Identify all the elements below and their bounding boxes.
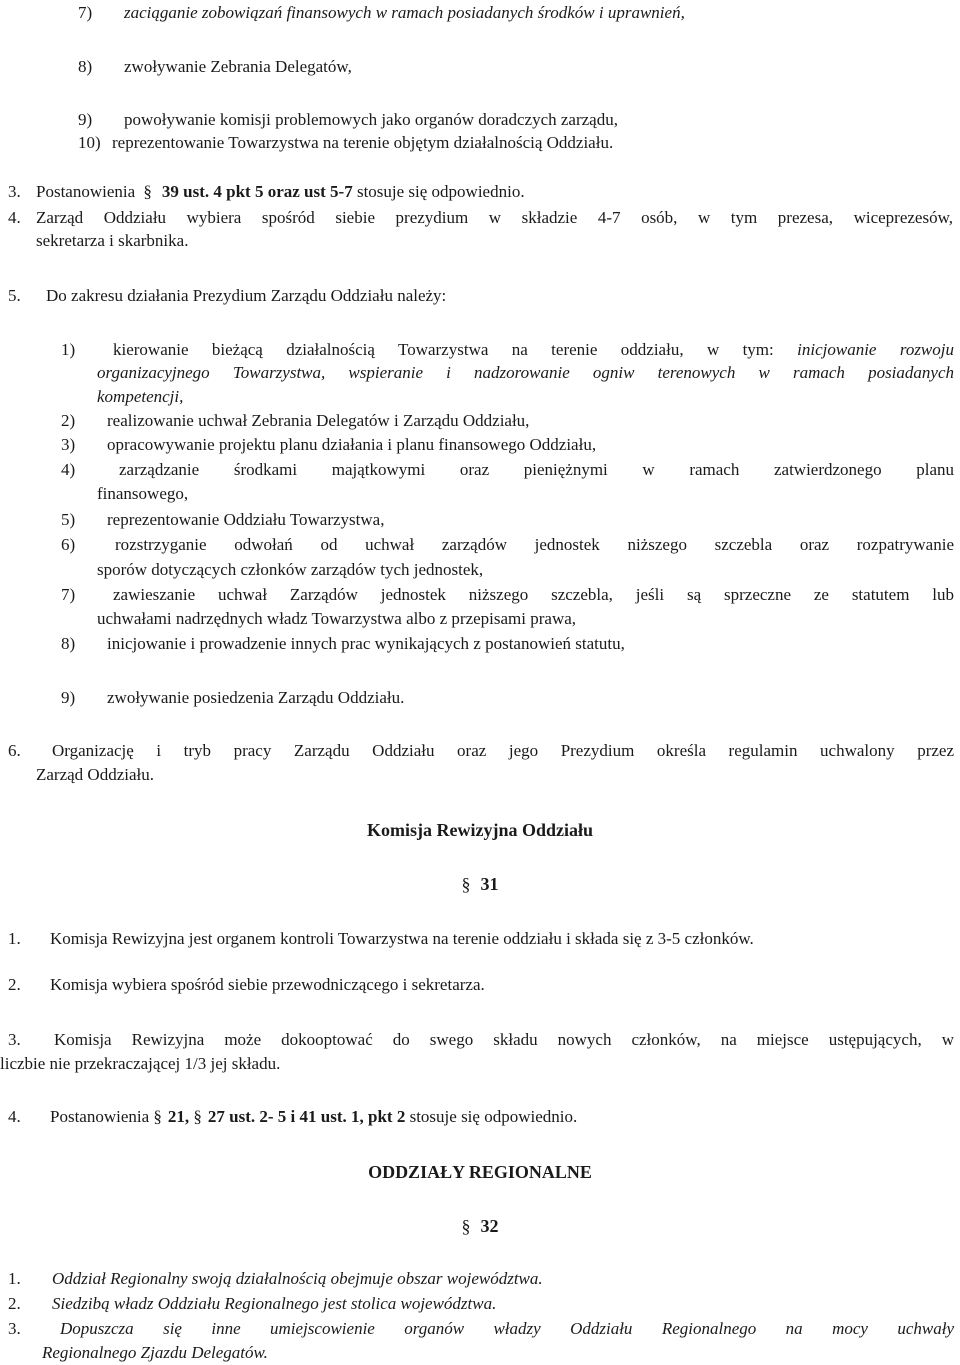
list-item-7 xyxy=(78,2,685,24)
paragraph-number: 3. xyxy=(8,182,21,201)
subitem-text: rozstrzyganie odwołań od uchwał zarządów jednostek niższego szczebla oraz rozpatrywanie xyxy=(115,535,954,554)
regionalne-paragraph-1 xyxy=(8,1268,543,1290)
subitem-1-line-2: organizacyjnego Towarzystwa, wspieranie i nadzorowanie ogniw terenowych w ramach posiadanych xyxy=(97,363,954,382)
subitem-number: 8) xyxy=(61,634,76,653)
komisja-paragraph-2 xyxy=(8,974,485,996)
section-symbol: § xyxy=(193,1107,202,1126)
regionalne-paragraph-2 xyxy=(8,1293,496,1315)
paragraph-text: Postanowienia xyxy=(36,182,136,201)
paragraph-number: 5. xyxy=(8,286,21,305)
paragraph-text: Oddział Regionalny swoją działalnością obejmuje obszar województwa. xyxy=(52,1269,543,1288)
paragraph-number: 2. xyxy=(8,975,21,994)
paragraph-text: Organizację i tryb pracy Zarządu Oddziału oraz jego Prezydium określa regulamin uchwalony przez xyxy=(52,741,954,760)
subitem-3 xyxy=(61,434,596,456)
paragraph-number: 4. xyxy=(8,208,21,227)
list-item-10 xyxy=(78,132,613,154)
section-reference-1 xyxy=(153,1107,189,1126)
regionalne-paragraph-3-line-1 xyxy=(8,1318,954,1340)
section-symbol: § xyxy=(143,182,152,201)
section-symbol: § xyxy=(153,1107,162,1126)
subitem-5 xyxy=(61,509,384,531)
paragraph-text: Komisja Rewizyjna może dokooptować do swego składu nowych członków, na miejsce ustępujących, w xyxy=(54,1030,954,1049)
subitem-number: 3) xyxy=(61,435,76,454)
paragraph-text-end: stosuje się odpowiednio. xyxy=(409,1107,578,1126)
paragraph-number: 4. xyxy=(8,1107,21,1126)
paragraph-number: 3. xyxy=(8,1319,21,1338)
subitem-7-line-2: uchwałami nadrzędnych władz Towarzystwa albo z przepisami prawa, xyxy=(97,609,577,628)
subitem-number: 1) xyxy=(61,340,76,359)
subitem-number: 4) xyxy=(61,460,76,479)
paragraph-text: Zarząd Oddziału wybiera spośród siebie prezydium w składzie 4-7 osób, w tym prezesa, wiceprezesów, xyxy=(36,208,953,227)
subitem-number: 5) xyxy=(61,510,76,529)
subitem-1-line-3: kompetencji, xyxy=(97,387,184,406)
section-number: 31 xyxy=(480,874,499,894)
section-symbol: § xyxy=(461,1216,471,1236)
list-text: zaciąganie zobowiązań finansowych w ramach posiadanych środków i uprawnień, xyxy=(124,3,685,22)
subitem-text: zawieszanie uchwał Zarządów jednostek niższego szczebla, jeśli są sprzeczne ze statutem lub xyxy=(113,585,954,604)
list-number: 10) xyxy=(78,133,101,152)
komisja-paragraph-3-line-2: liczbie nie przekraczającej 1/3 jej składu. xyxy=(0,1054,281,1073)
komisja-paragraph-1 xyxy=(8,928,754,950)
list-text: powoływanie komisji problemowych jako organów doradczych zarządu, xyxy=(124,110,618,129)
paragraph-number: 1. xyxy=(8,1269,21,1288)
paragraph-number: 1. xyxy=(8,929,21,948)
section-symbol: § xyxy=(461,874,471,894)
section-reference-2 xyxy=(193,1107,295,1126)
list-number: 9) xyxy=(78,110,93,129)
paragraph-text: Postanowienia xyxy=(50,1107,150,1126)
section-reference: 39 ust. 4 pkt 5 oraz ust 5-7 xyxy=(161,182,353,201)
paragraph-text-end: stosuje się odpowiednio. xyxy=(356,182,525,201)
subitem-8 xyxy=(61,633,625,655)
subitem-6-line-2: sporów dotyczących członków zarządów tych jednostek, xyxy=(97,560,484,579)
subitem-text: zwoływanie posiedzenia Zarządu Oddziału. xyxy=(107,688,405,707)
subitem-4-line-1 xyxy=(61,459,954,481)
subitem-number: 7) xyxy=(61,585,76,604)
subitem-4-line-2: finansowego, xyxy=(97,484,189,503)
paragraph-number: 3. xyxy=(8,1030,21,1049)
subitem-text-italic: inicjowanie rozwoju xyxy=(797,340,954,359)
section-heading-komisja: Komisja Rewizyjna Oddziału xyxy=(366,820,593,840)
list-item-9 xyxy=(78,109,618,131)
paragraph-5 xyxy=(8,285,446,307)
regionalne-paragraph-3-line-2: Regionalnego Zjazdu Delegatów. xyxy=(42,1343,268,1362)
subitem-text: opracowywanie projektu planu działania i planu finansowego Oddziału, xyxy=(107,435,597,454)
subitem-number: 2) xyxy=(61,411,76,430)
subitem-9 xyxy=(61,687,404,709)
section-number-31 xyxy=(0,873,960,895)
section-number: 32 xyxy=(480,1216,499,1236)
list-text: reprezentowanie Towarzystwa na terenie objętym działalnością Oddziału. xyxy=(112,133,614,152)
section-number-32 xyxy=(0,1215,960,1237)
paragraph-6-line-1 xyxy=(8,740,954,762)
subitem-text: zarządzanie środkami majątkowymi oraz pieniężnymi w ramach zatwierdzonego planu xyxy=(119,460,954,479)
reference-text: 41 ust. 1, pkt 2 xyxy=(299,1107,406,1126)
subitem-6-line-1 xyxy=(61,534,954,556)
section-reference-3 xyxy=(300,1107,406,1126)
subitem-number: 9) xyxy=(61,688,76,707)
list-number: 8) xyxy=(78,57,93,76)
subitem-2 xyxy=(61,410,529,432)
paragraph-number: 2. xyxy=(8,1294,21,1313)
list-number: 7) xyxy=(78,3,93,22)
paragraph-number: 6. xyxy=(8,741,21,760)
komisja-paragraph-4 xyxy=(8,1106,577,1128)
paragraph-3 xyxy=(8,181,525,203)
paragraph-6-line-2: Zarząd Oddziału. xyxy=(36,765,154,784)
subitem-text: inicjowanie i prowadzenie innych prac wynikających z postanowień statutu, xyxy=(107,634,625,653)
reference-text: 21, xyxy=(167,1107,190,1126)
paragraph-text: Do zakresu działania Prezydium Zarządu Oddziału należy: xyxy=(46,286,447,305)
subitem-7-line-1 xyxy=(61,584,954,606)
subitem-text: realizowanie uchwał Zebrania Delegatów i Zarządu Oddziału, xyxy=(107,411,530,430)
paragraph-text: Komisja Rewizyjna jest organem kontroli Towarzystwa na terenie oddziału i składa się z 3-5 członków. xyxy=(50,929,754,948)
list-text: zwoływanie Zebrania Delegatów, xyxy=(124,57,352,76)
reference-text: 27 ust. 2- 5 i xyxy=(207,1107,296,1126)
subitem-text: reprezentowanie Oddziału Towarzystwa, xyxy=(107,510,385,529)
paragraph-text: Dopuszcza się inne umiejscowienie organów władzy Oddziału Regionalnego na mocy uchwały xyxy=(60,1319,954,1338)
subitem-1-line-1 xyxy=(61,339,954,361)
komisja-paragraph-3-line-1 xyxy=(8,1029,954,1051)
paragraph-4-line-1 xyxy=(8,207,953,229)
subitem-text: kierowanie bieżącą działalnością Towarzystwa na terenie oddziału, w tym: xyxy=(113,340,774,359)
section-heading-regionalne: ODDZIAŁY REGIONALNE xyxy=(368,1162,592,1182)
paragraph-text: Komisja wybiera spośród siebie przewodniczącego i sekretarza. xyxy=(50,975,485,994)
paragraph-text: Siedzibą władz Oddziału Regionalnego jest stolica województwa. xyxy=(52,1294,497,1313)
paragraph-4-line-2: sekretarza i skarbnika. xyxy=(36,231,189,250)
list-item-8 xyxy=(78,56,352,78)
subitem-number: 6) xyxy=(61,535,76,554)
